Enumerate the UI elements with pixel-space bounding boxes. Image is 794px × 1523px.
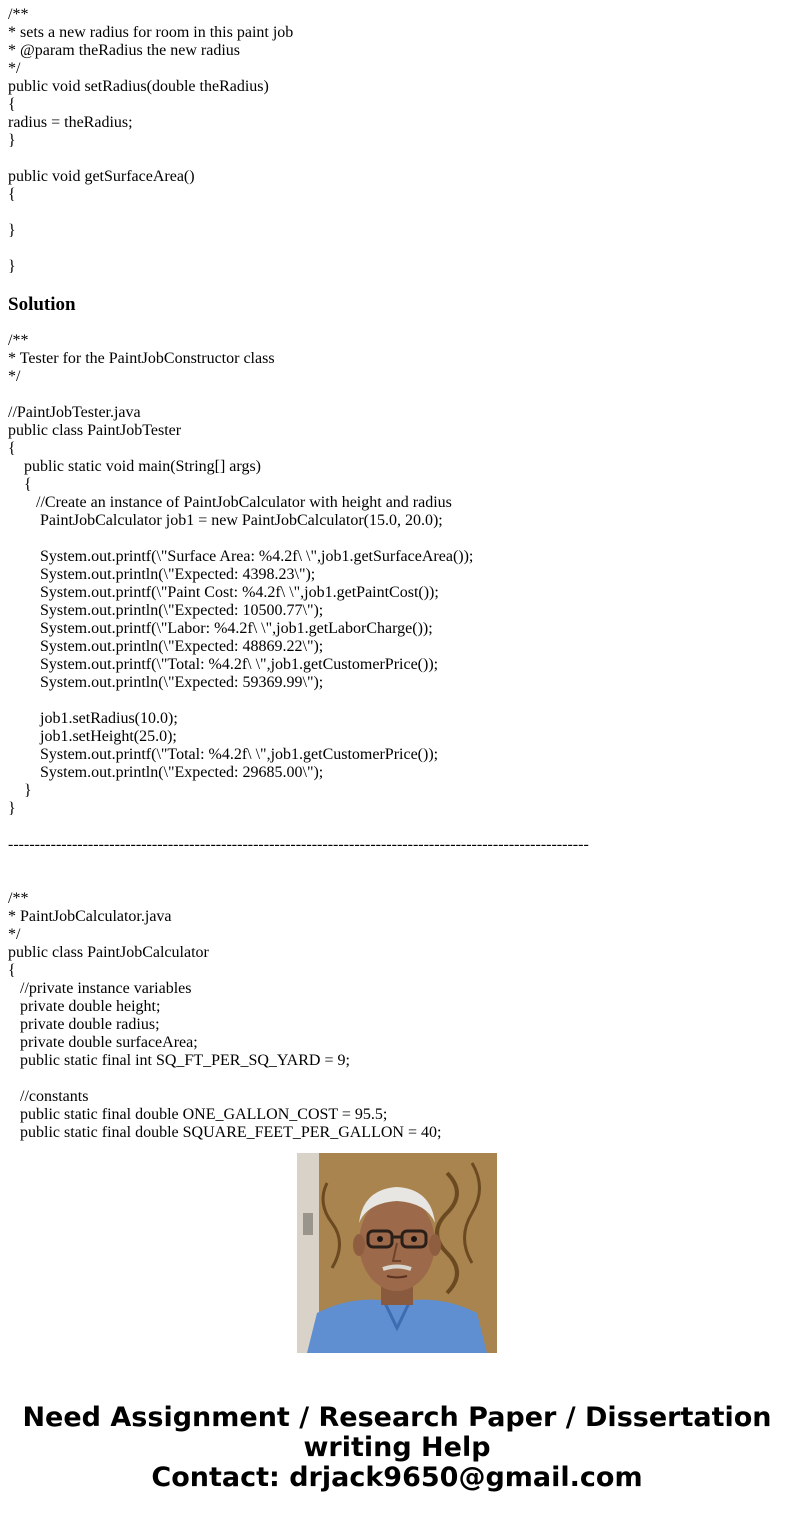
- promo-line-1: Need Assignment / Research Paper / Dissertation: [22, 1402, 772, 1433]
- author-photo-illustration: [297, 1153, 497, 1353]
- promo-contact-line: Contact: drjack9650@gmail.com: [151, 1462, 643, 1493]
- document-content: [8, 6, 788, 1141]
- tester-code-block: /** * Tester for the PaintJobConstructor class */ //PaintJobTester.java public class PaintJobTester { public static void main(String[] args) { //Create an instance of PaintJobCalculator with height and radius PaintJobCalculator job1 = new PaintJobCalculator(15.0, 20.0); System.out.printf(\"Surface Area: %4.2f\ \",job1.getSurfaceArea()); System.out.println(\"Expected: 4398.23\"); System.out.printf(\"Paint Cost: %4.2f\ \",job1.getPaintCost()); System.out.println(\"Expected: 10500.77\"); System.out.printf(\"Labor: %4.2f\ \",job1.getLaborCharge()); System.out.println(\"Expected: 48869.22\"); System.out.printf(\"Total: %4.2f\ \",job1.getCustomerPrice()); System.out.println(\"Expected: 59369.99\"); job1.setRadius(10.0); job1.setHeight(25.0); System.out.printf(\"Total: %4.2f\ \",job1.getCustomerPrice()); System.out.println(\"Expected: 29685.00\"); } }: [8, 332, 474, 817]
- promo-line-2: writing Help: [303, 1432, 491, 1463]
- separator-line: -------------------------------------------------------------------------------------------------------------: [8, 836, 589, 853]
- promo-banner: [0, 1403, 794, 1493]
- calculator-code-block: /** * PaintJobCalculator.java */ public class PaintJobCalculator { //private instance variables private double height; private double radius; private double surfaceArea; public static final int SQ_FT_PER_SQ_YARD = 9; //constants public static final double ONE_GALLON_COST = 95.5; public static final double SQUARE_FEET_PER_GALLON = 40;: [8, 890, 442, 1141]
- author-avatar: [297, 1153, 497, 1353]
- question-code-snippet: /** * sets a new radius for room in this paint job * @param theRadius the new radius */ public void setRadius(double theRadius) { radius = theRadius; } public void getSurfaceArea() { } }: [8, 6, 294, 275]
- solution-heading: Solution: [8, 294, 76, 315]
